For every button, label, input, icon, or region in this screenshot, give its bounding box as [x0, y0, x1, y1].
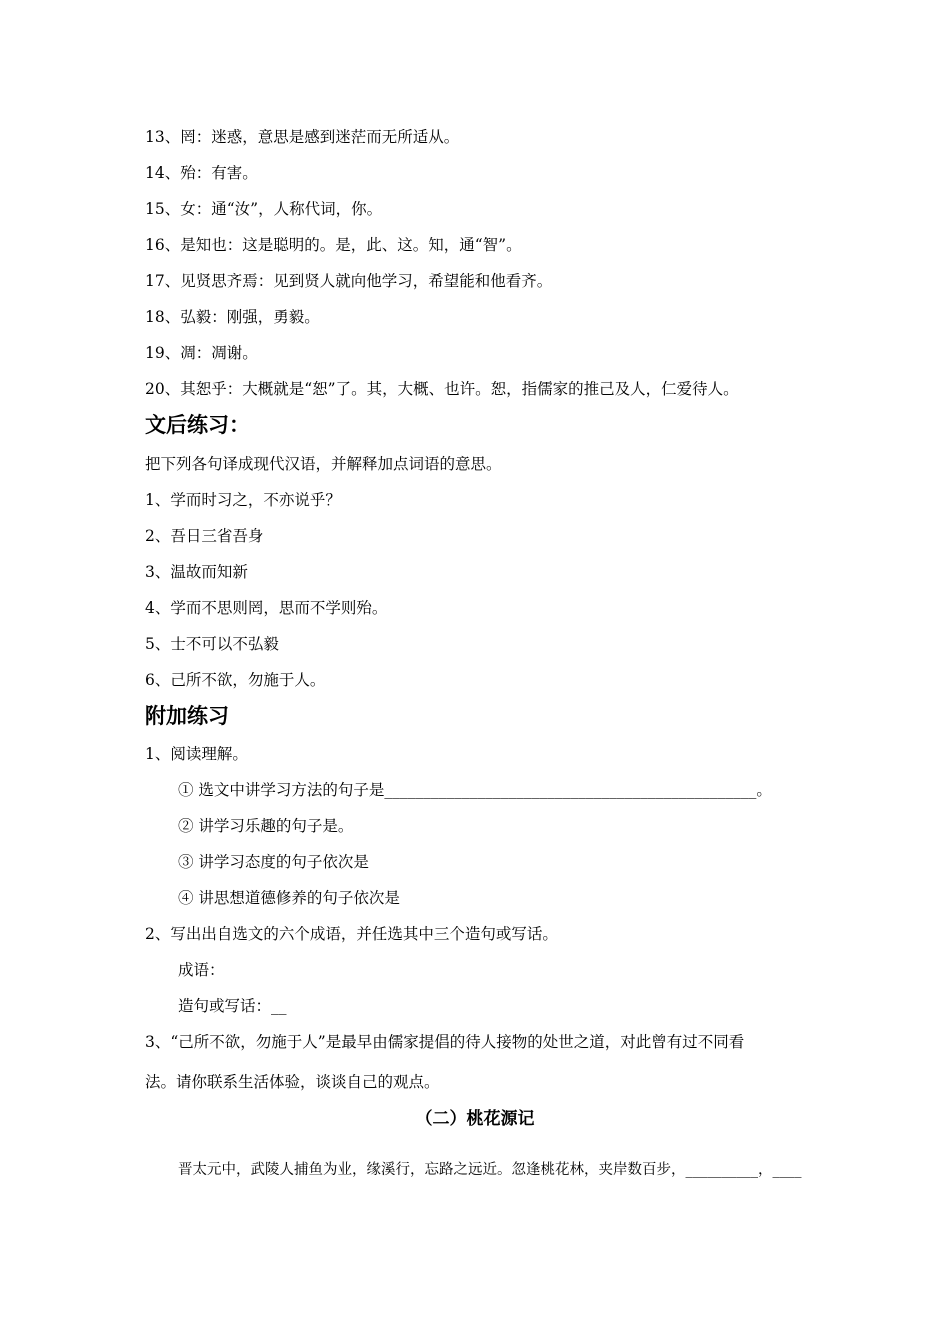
section-title: （二）桃花源记: [415, 1109, 535, 1129]
extra-q1-sub-4: ④ 讲思想道德修养的句子依次是: [178, 889, 400, 907]
extra-q3-line-1: 3、“己所不欲，勿施于人”是最早由儒家提倡的待人接物的处世之道，对此曾有过不同看: [145, 1033, 745, 1051]
note-19: 19、凋：凋谢。: [145, 344, 258, 362]
extra-q1: 1、阅读理解。: [145, 745, 248, 763]
extra-q1-sub-1: ① 选文中讲学习方法的句子是________________________________________________。: [178, 781, 772, 799]
exercise-item-4: 4、学而不思则罔，思而不学则殆。: [145, 599, 388, 617]
extra-q2: 2、写出出自选文的六个成语，并任选其中三个造句或写话。: [145, 925, 558, 943]
exercise-item-1: 1、学而时习之，不亦说乎？: [145, 491, 341, 509]
note-18: 18、弘毅：刚强，勇毅。: [145, 308, 320, 326]
extra-q2-sub-2: 造句或写话：__: [178, 997, 287, 1015]
note-15: 15、女：通“汝”，人称代词，你。: [145, 200, 383, 218]
extra-q3-line-2: 法。请你联系生活体验，谈谈自己的观点。: [145, 1073, 440, 1091]
exercise-heading: 文后练习：: [145, 413, 250, 437]
extra-q2-sub-1: 成语：: [178, 961, 225, 979]
extra-heading: 附加练习: [145, 704, 229, 728]
note-14: 14、殆：有害。: [145, 164, 258, 182]
extra-q1-sub-2: ② 讲学习乐趣的句子是。: [178, 817, 354, 835]
exercise-item-5: 5、士不可以不弘毅: [145, 635, 279, 653]
extra-q1-sub-3: ③ 讲学习态度的句子依次是: [178, 853, 369, 871]
exercise-item-3: 3、温故而知新: [145, 563, 248, 581]
note-20: 20、其恕乎：大概就是“恕”了。其，大概、也许。恕，指儒家的推己及人，仁爱待人。: [145, 380, 739, 398]
note-17: 17、见贤思齐焉：见到贤人就向他学习，希望能和他看齐。: [145, 272, 553, 290]
exercise-item-6: 6、己所不欲，勿施于人。: [145, 671, 326, 689]
section-text: 晋太元中，武陵人捕鱼为业，缘溪行，忘路之远近。忽逢桃花林，夹岸数百步，__________，____: [178, 1162, 802, 1178]
note-13: 13、罔：迷惑，意思是感到迷茫而无所适从。: [145, 128, 460, 146]
exercise-instruction: 把下列各句译成现代汉语，并解释加点词语的意思。: [145, 455, 502, 473]
note-16: 16、是知也：这是聪明的。是，此、这。知，通“智”。: [145, 236, 522, 254]
exercise-item-2: 2、吾日三省吾身: [145, 527, 264, 545]
